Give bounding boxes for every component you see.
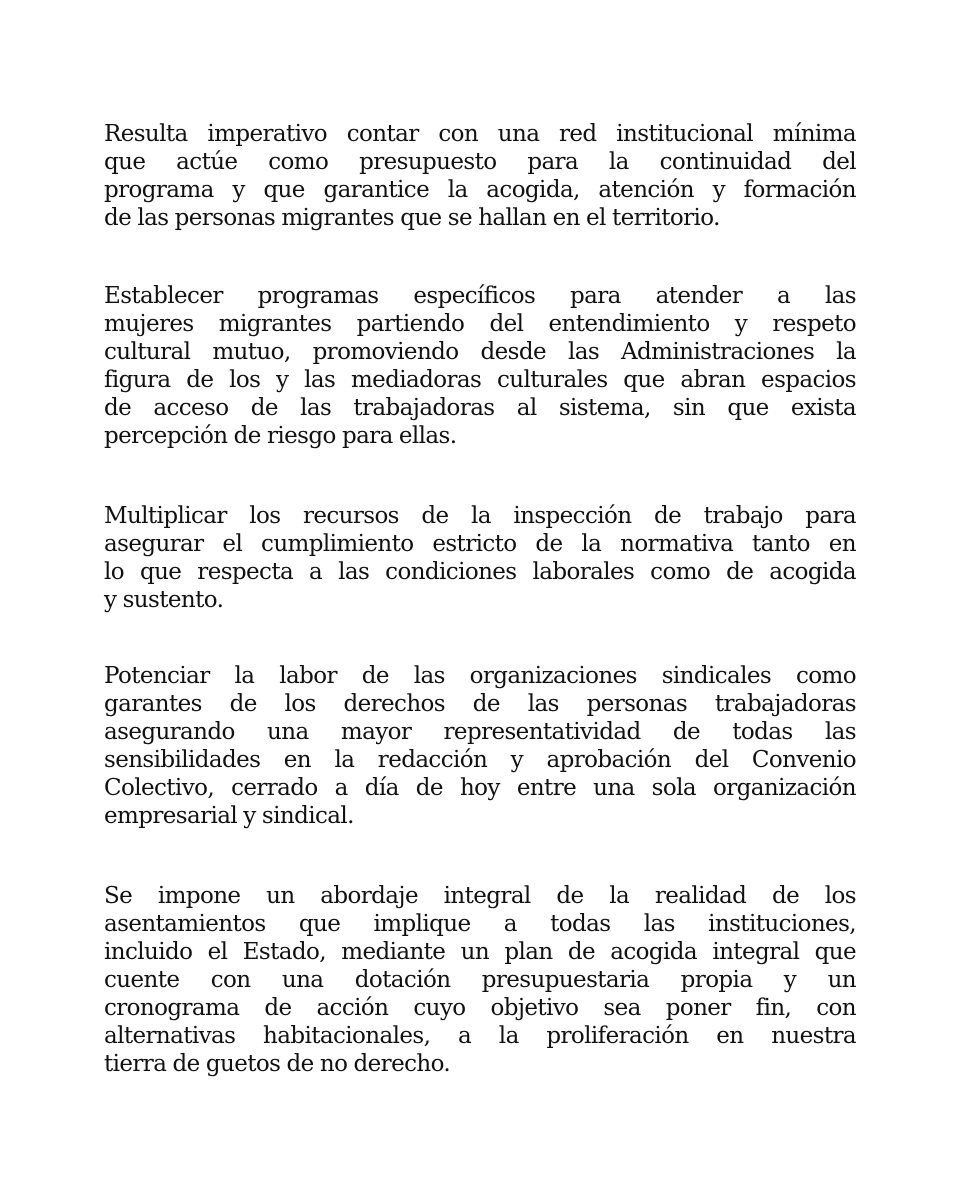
- paragraph-line: Se impone un abordaje integral de la realidad de los: [104, 883, 856, 909]
- paragraph-line: asentamientos que implique a todas las instituciones,: [104, 911, 856, 937]
- paragraph-line: de las personas migrantes que se hallan en el territorio.: [104, 205, 720, 231]
- paragraph-line: garantes de los derechos de las personas trabajadoras: [104, 691, 856, 717]
- paragraph-line: Resulta imperativo contar con una red institucional mínima: [104, 121, 856, 147]
- paragraph-line: sensibilidades en la redacción y aprobación del Convenio: [104, 747, 856, 773]
- paragraph-line: programa y que garantice la acogida, atención y formación: [104, 177, 856, 203]
- paragraph-line: Multiplicar los recursos de la inspección de trabajo para: [104, 503, 856, 529]
- paragraph-line: Potenciar la labor de las organizaciones sindicales como: [104, 663, 856, 689]
- paragraph-line: y sustento.: [104, 587, 224, 613]
- paragraph-migrant-women-programs: [104, 282, 856, 450]
- paragraph-line: Colectivo, cerrado a día de hoy entre una sola organización: [104, 775, 856, 801]
- paragraph-line: tierra de guetos de no derecho.: [104, 1051, 451, 1077]
- paragraph-line: cultural mutuo, promoviendo desde las Administraciones la: [104, 339, 856, 365]
- paragraph-line: que actúe como presupuesto para la continuidad del: [104, 149, 856, 175]
- paragraph-line: de acceso de las trabajadoras al sistema, sin que exista: [104, 395, 856, 421]
- paragraph-settlements-approach: [104, 882, 856, 1078]
- paragraph-line: cuente con una dotación presupuestaria propia y un: [104, 967, 856, 993]
- paragraph-line: lo que respecta a las condiciones laborales como de acogida: [104, 559, 856, 585]
- paragraph-line: empresarial y sindical.: [104, 803, 354, 829]
- paragraph-line: asegurando una mayor representatividad de todas las: [104, 719, 856, 745]
- paragraph-line: incluido el Estado, mediante un plan de acogida integral que: [104, 939, 856, 965]
- paragraph-line: mujeres migrantes partiendo del entendimiento y respeto: [104, 311, 856, 337]
- paragraph-line: percepción de riesgo para ellas.: [104, 423, 457, 449]
- paragraph-labor-inspection: [104, 502, 856, 614]
- paragraph-union-organizations: [104, 662, 856, 830]
- paragraph-line: cronograma de acción cuyo objetivo sea poner fin, con: [104, 995, 856, 1021]
- paragraph-institutional-network: [104, 120, 856, 232]
- paragraph-line: Establecer programas específicos para atender a las: [104, 283, 856, 309]
- paragraph-line: asegurar el cumplimiento estricto de la normativa tanto en: [104, 531, 856, 557]
- paragraph-line: alternativas habitacionales, a la proliferación en nuestra: [104, 1023, 856, 1049]
- paragraph-line: figura de los y las mediadoras culturales que abran espacios: [104, 367, 856, 393]
